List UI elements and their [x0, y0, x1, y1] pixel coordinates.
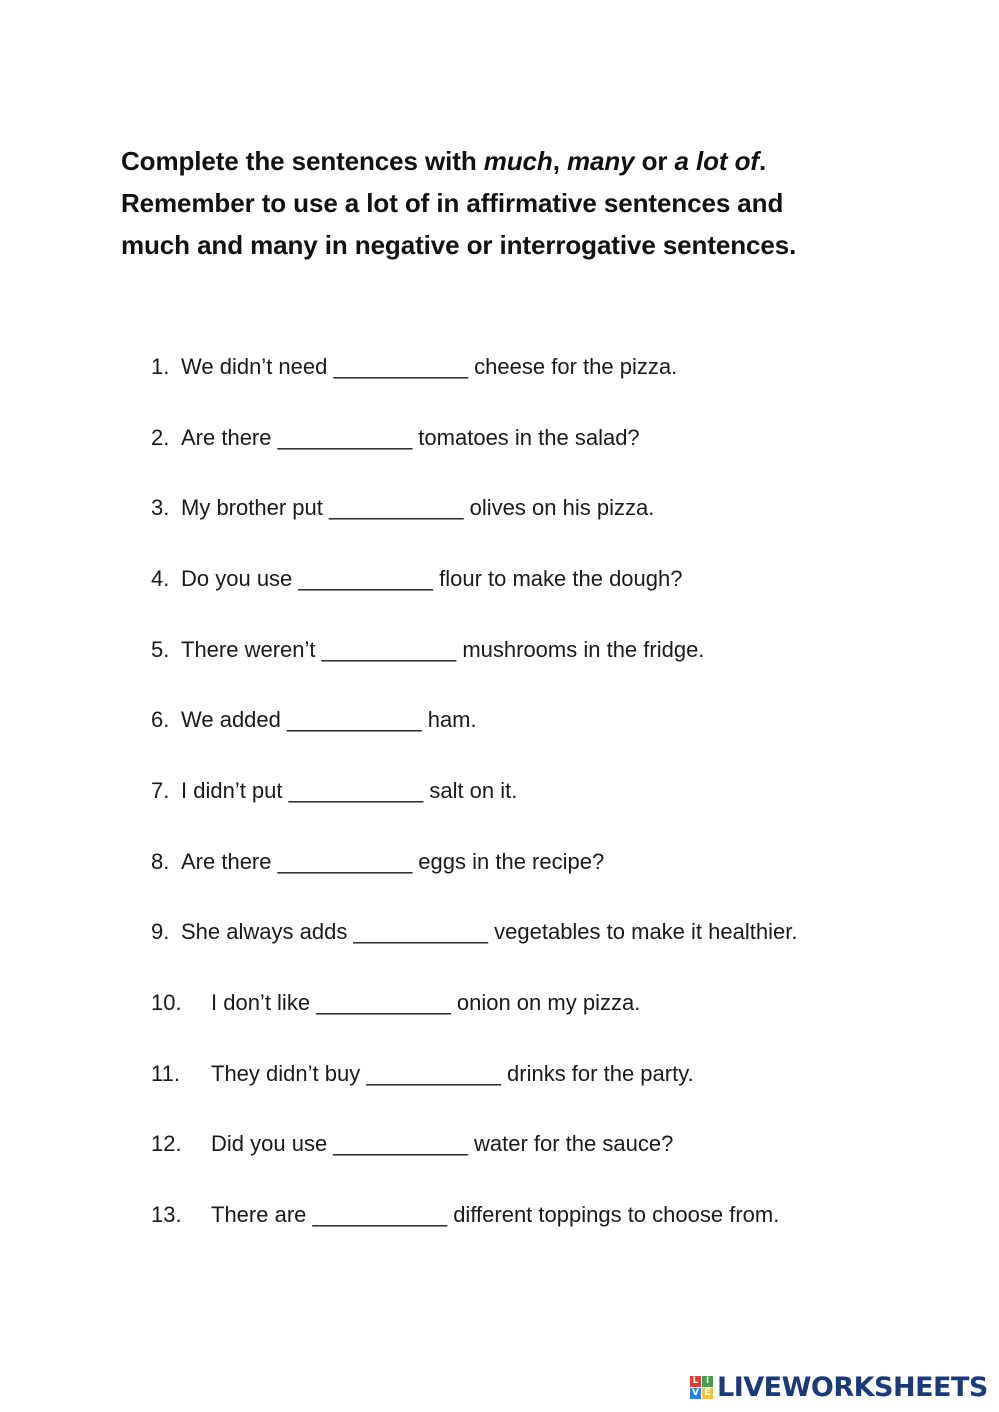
- exercise-item: [151, 1059, 694, 1089]
- item-number: 4.: [151, 566, 170, 591]
- item-sentence: We didn’t need ___________ cheese for the pizza.: [181, 354, 678, 379]
- item-number: 5.: [151, 637, 170, 662]
- keyword-many: many: [566, 146, 635, 176]
- item-sentence: Did you use ___________ water for the sauce?: [211, 1131, 674, 1156]
- item-number: 6.: [151, 707, 170, 732]
- instructions-line-1: Complete the sentences with much, many or a lot of.: [121, 146, 767, 176]
- exercise-item: [151, 847, 604, 877]
- exercise-item: [151, 1200, 779, 1230]
- item-sentence: Are there ___________ eggs in the recipe?: [181, 849, 605, 874]
- item-number: 8.: [151, 849, 170, 874]
- keyword-much: much: [483, 146, 553, 176]
- logo-wordmark: LIVEWORKSHEETS: [717, 1371, 988, 1403]
- instructions-line-3: much and many in negative or interrogative sentences.: [121, 230, 797, 260]
- item-sentence: Are there ___________ tomatoes in the salad?: [181, 425, 640, 450]
- item-number: 2.: [151, 425, 170, 450]
- exercise-item: [151, 776, 517, 806]
- keyword-a-lot-of: a lot of: [674, 146, 759, 176]
- item-number: 10.: [151, 990, 182, 1015]
- exercise-item: [151, 635, 704, 665]
- exercise-item: [151, 423, 640, 453]
- instructions-line-2: Remember to use a lot of in affirmative sentences and: [121, 188, 784, 218]
- exercise-item: [151, 917, 797, 947]
- item-number: 9.: [151, 919, 170, 944]
- item-number: 11.: [151, 1061, 180, 1086]
- logo-badge-letter: E: [702, 1388, 713, 1399]
- item-number: 3.: [151, 495, 170, 520]
- logo-badge-letter: L: [690, 1376, 701, 1387]
- exercise-item: [151, 564, 683, 594]
- logo-badge-letter: I: [702, 1376, 713, 1387]
- item-sentence: There are ___________ different toppings to choose from.: [211, 1202, 780, 1227]
- item-sentence: I didn’t put ___________ salt on it.: [181, 778, 518, 803]
- item-number: 12.: [151, 1131, 182, 1156]
- exercise-item: [151, 988, 640, 1018]
- item-sentence: They didn’t buy ___________ drinks for the party.: [211, 1061, 694, 1086]
- item-number: 13.: [151, 1202, 182, 1227]
- item-number: 1.: [151, 354, 170, 379]
- item-sentence: We added ___________ ham.: [181, 707, 477, 732]
- item-number: 7.: [151, 778, 170, 803]
- logo-badge-letter: V: [690, 1388, 701, 1399]
- liveworksheets-logo: [690, 1370, 988, 1404]
- logo-badge-icon: [690, 1376, 713, 1399]
- item-sentence: I don’t like ___________ onion on my pizza.: [211, 990, 641, 1015]
- exercise-item: [151, 493, 654, 523]
- exercise-item: [151, 1129, 673, 1159]
- item-sentence: She always adds ___________ vegetables to make it healthier.: [181, 919, 798, 944]
- exercise-item: [151, 705, 477, 735]
- item-sentence: My brother put ___________ olives on his pizza.: [181, 495, 655, 520]
- item-sentence: Do you use ___________ flour to make the dough?: [181, 566, 683, 591]
- item-sentence: There weren’t ___________ mushrooms in the fridge.: [181, 637, 705, 662]
- exercise-item: [151, 352, 677, 382]
